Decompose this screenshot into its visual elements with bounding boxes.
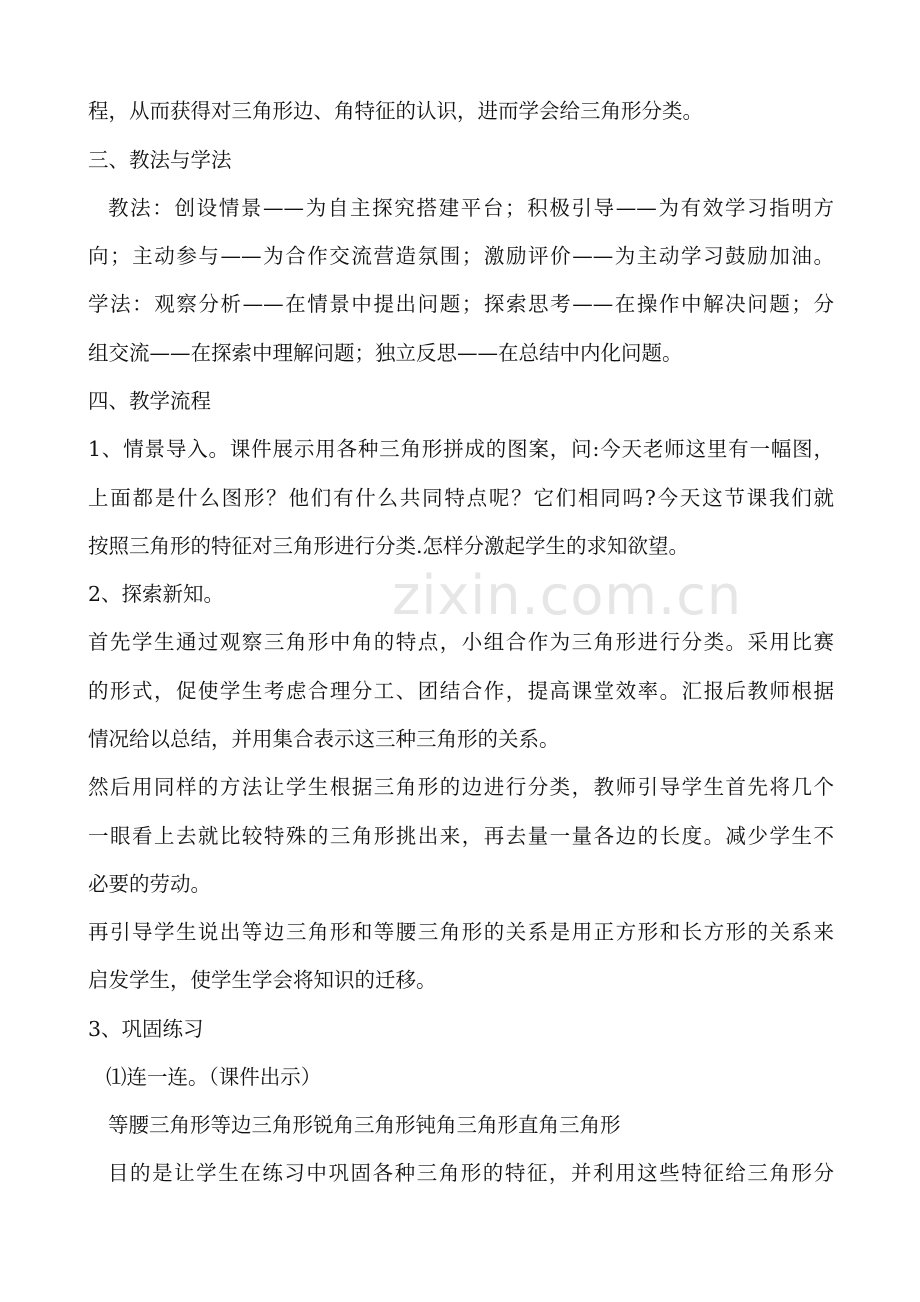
section-heading: 三、教法与学法 [88, 148, 232, 172]
exercise-item: ⑴连一连。（课件出示） [106, 1065, 322, 1089]
text-line: 向；主动参与——为合作交流营造氛围；激励评价——为主动学习鼓励加油。 [88, 244, 834, 268]
text-line: 必要的劳动。 [88, 872, 211, 896]
text-line: 启发学生，使学生学会将知识的迁移。 [88, 968, 437, 992]
text-line: 一眼看上去就比较特殊的三角形挑出来，再去量一量各边的长度。减少学生不 [88, 824, 834, 848]
subsection-heading: 2、探索新知。 [88, 582, 225, 606]
text-line: 教法：创设情景——为自主探究搭建平台；积极引导——为有效学习指明方 [108, 196, 834, 220]
text-line: 组交流——在探索中理解问题；独立反思——在总结中内化问题。 [88, 341, 683, 365]
text-line: 程，从而获得对三角形边、角特征的认识，进而学会给三角形分类。 [88, 99, 703, 123]
text-line: 首先学生通过观察三角形中角的特点，小组合作为三角形进行分类。采用比赛 [88, 630, 834, 654]
section-heading: 四、教学流程 [88, 389, 211, 413]
subsection-heading: 3、巩固练习 [88, 1017, 204, 1041]
text-line: 等腰三角形等边三角形锐角三角形钝角三角形直角三角形 [108, 1113, 621, 1137]
text-line: 再引导学生说出等边三角形和等腰三角形的关系是用正方形和长方形的关系来 [88, 920, 834, 944]
text-line: 然后用同样的方法让学生根据三角形的边进行分类，教师引导学生首先将几个 [88, 775, 834, 799]
watermark: zixin.com.cn [392, 564, 743, 627]
text-line: 1、情景导入。课件展示用各种三角形拼成的图案，问:今天老师这里有一幅图， [88, 437, 834, 461]
text-line: 按照三角形的特征对三角形进行分类.怎样分激起学生的求知欲望。 [88, 534, 690, 558]
text-line: 学法：观察分析——在情景中提出问题；探索思考——在操作中解决问题；分 [88, 292, 834, 316]
text-line: 情况给以总结，并用集合表示这三种三角形的关系。 [88, 727, 560, 751]
text-line: 上面都是什么图形？他们有什么共同特点呢？它们相同吗?今天这节课我们就 [88, 486, 834, 510]
text-line: 的形式，促使学生考虑合理分工、团结合作，提高课堂效率。汇报后教师根据 [88, 679, 834, 703]
text-line: 目的是让学生在练习中巩固各种三角形的特征，并利用这些特征给三角形分 [108, 1161, 834, 1185]
